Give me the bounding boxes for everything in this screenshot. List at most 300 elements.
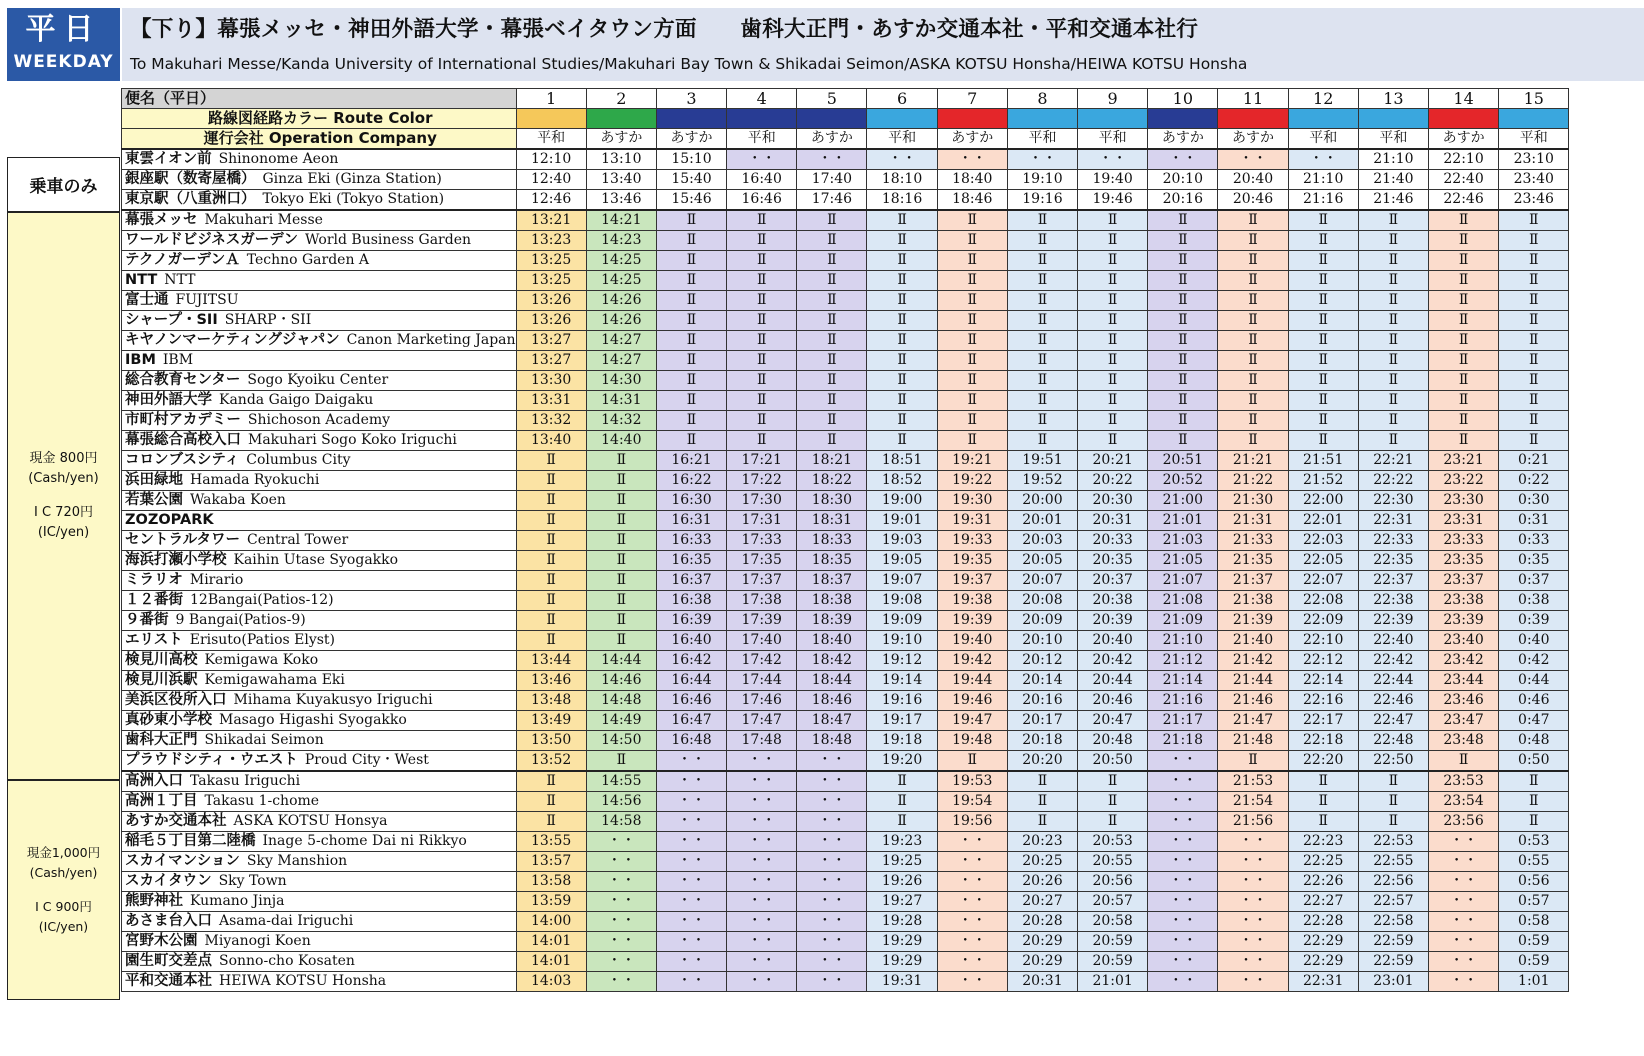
- departure-time: 22:09: [1288, 611, 1358, 631]
- departure-time: 23:56: [1428, 812, 1498, 832]
- operator-name: あすか: [1218, 129, 1288, 150]
- departure-time: 22:23: [1288, 832, 1358, 852]
- departure-time: 20:28: [1007, 912, 1077, 932]
- stop-name: [122, 972, 517, 992]
- stop-row: [122, 331, 1569, 351]
- departure-time: Ⅱ: [797, 391, 867, 411]
- departure-time: 16:44: [656, 671, 726, 691]
- departure-time: Ⅱ: [937, 271, 1007, 291]
- departure-time: ・・: [656, 832, 726, 852]
- departure-time: Ⅱ: [1078, 331, 1148, 351]
- fare-section-1000: [7, 780, 120, 1000]
- departure-time: ・・: [586, 952, 656, 972]
- departure-time: 17:48: [727, 731, 797, 751]
- departure-time: 0:35: [1499, 551, 1569, 571]
- departure-time: Ⅱ: [1148, 331, 1218, 351]
- departure-time: Ⅱ: [516, 611, 586, 631]
- departure-time: ・・: [797, 972, 867, 992]
- departure-time: 22:55: [1358, 852, 1428, 872]
- departure-time: Ⅱ: [867, 411, 937, 431]
- fare-cash-unit: (Cash/yen): [29, 865, 98, 880]
- stop-name-en: HEIWA KOTSU Honsha: [219, 973, 387, 989]
- departure-time: 1:01: [1499, 972, 1569, 992]
- departure-time: Ⅱ: [1358, 431, 1428, 451]
- departure-time: Ⅱ: [656, 210, 726, 231]
- stop-name: [122, 431, 517, 451]
- departure-time: 19:40: [1078, 170, 1148, 190]
- stop-row: [122, 812, 1569, 832]
- departure-time: Ⅱ: [1078, 231, 1148, 251]
- departure-time: 19:29: [867, 932, 937, 952]
- departure-time: 21:00: [1148, 491, 1218, 511]
- departure-time: Ⅱ: [1148, 311, 1218, 331]
- departure-time: 16:30: [656, 491, 726, 511]
- departure-time: ・・: [1428, 972, 1498, 992]
- departure-time: Ⅱ: [937, 751, 1007, 772]
- stop-row: [122, 912, 1569, 932]
- departure-time: Ⅱ: [727, 331, 797, 351]
- departure-time: 20:58: [1078, 912, 1148, 932]
- departure-time: Ⅱ: [1288, 351, 1358, 371]
- stop-name-ja: 市町村アカデミー: [125, 412, 241, 428]
- header-row-operator: [122, 129, 1569, 150]
- departure-time: Ⅱ: [727, 411, 797, 431]
- service-number: 1: [516, 89, 586, 109]
- departure-time: ・・: [1148, 149, 1218, 170]
- departure-time: Ⅱ: [656, 251, 726, 271]
- departure-time: 21:01: [1078, 972, 1148, 992]
- departure-time: Ⅱ: [1078, 431, 1148, 451]
- departure-time: 19:27: [867, 892, 937, 912]
- departure-time: 18:40: [797, 631, 867, 651]
- departure-time: 20:55: [1078, 852, 1148, 872]
- departure-time: 13:40: [516, 431, 586, 451]
- stop-name-ja: シャープ・SII: [125, 312, 218, 328]
- departure-time: 18:16: [867, 190, 937, 211]
- departure-time: Ⅱ: [937, 331, 1007, 351]
- fare-ic: I C 900円: [35, 899, 92, 914]
- departure-time: 21:35: [1218, 551, 1288, 571]
- operator-name: 平和: [1007, 129, 1077, 150]
- departure-time: 13:23: [516, 231, 586, 251]
- departure-time: Ⅱ: [1358, 271, 1428, 291]
- departure-time: Ⅱ: [1078, 771, 1148, 792]
- departure-time: ・・: [727, 912, 797, 932]
- departure-time: 12:46: [516, 190, 586, 211]
- departure-time: ・・: [937, 972, 1007, 992]
- departure-time: 20:03: [1007, 531, 1077, 551]
- stop-row: [122, 591, 1569, 611]
- departure-time: 22:07: [1288, 571, 1358, 591]
- departure-time: Ⅱ: [797, 311, 867, 331]
- departure-time: ・・: [1148, 792, 1218, 812]
- stop-name-en: Erisuto(Patios Elyst): [189, 632, 336, 648]
- departure-time: 22:35: [1358, 551, 1428, 571]
- service-number: 8: [1007, 89, 1077, 109]
- departure-time: 17:40: [727, 631, 797, 651]
- departure-time: 19:20: [867, 751, 937, 772]
- departure-time: 17:47: [727, 711, 797, 731]
- departure-time: 19:21: [937, 451, 1007, 471]
- departure-time: 16:37: [656, 571, 726, 591]
- departure-time: 14:58: [586, 812, 656, 832]
- departure-time: 20:46: [1218, 190, 1288, 211]
- departure-time: 14:26: [586, 311, 656, 331]
- stop-row: [122, 170, 1569, 190]
- departure-time: Ⅱ: [516, 571, 586, 591]
- departure-time: Ⅱ: [586, 591, 656, 611]
- departure-time: 13:46: [586, 190, 656, 211]
- stop-name-en: 12Bangai(Patios-12): [190, 592, 334, 608]
- departure-time: 14:25: [586, 271, 656, 291]
- stop-name-en: Shichoson Academy: [247, 412, 391, 428]
- departure-time: Ⅱ: [1148, 351, 1218, 371]
- stop-name-en: ASKA KOTSU Honsya: [233, 813, 388, 829]
- header-service-label: 便名（平日）: [122, 89, 517, 109]
- departure-time: 13:27: [516, 331, 586, 351]
- departure-time: Ⅱ: [1218, 371, 1288, 391]
- departure-time: 16:39: [656, 611, 726, 631]
- departure-time: Ⅱ: [1499, 411, 1569, 431]
- operator-name: 平和: [1288, 129, 1358, 150]
- stop-name-ja: IBM: [125, 352, 156, 368]
- stop-name-ja: 検見川浜駅: [125, 672, 198, 688]
- departure-time: 13:57: [516, 852, 586, 872]
- departure-time: Ⅱ: [867, 291, 937, 311]
- departure-time: ・・: [797, 149, 867, 170]
- departure-time: 15:10: [656, 149, 726, 170]
- departure-time: 20:08: [1007, 591, 1077, 611]
- departure-time: 16:48: [656, 731, 726, 751]
- departure-time: Ⅱ: [1007, 331, 1077, 351]
- departure-time: 20:16: [1007, 691, 1077, 711]
- departure-time: 21:40: [1218, 631, 1288, 651]
- departure-time: 19:16: [867, 691, 937, 711]
- route-color-swatch: [1288, 109, 1358, 129]
- departure-time: Ⅱ: [1499, 391, 1569, 411]
- departure-time: Ⅱ: [516, 591, 586, 611]
- departure-time: 12:10: [516, 149, 586, 170]
- route-color-swatch: [656, 109, 726, 129]
- departure-time: 22:50: [1358, 751, 1428, 772]
- departure-time: Ⅱ: [867, 351, 937, 371]
- departure-time: Ⅱ: [797, 291, 867, 311]
- departure-time: 0:56: [1499, 872, 1569, 892]
- departure-time: Ⅱ: [586, 511, 656, 531]
- stop-row: [122, 149, 1569, 170]
- departure-time: 20:40: [1078, 631, 1148, 651]
- departure-time: Ⅱ: [937, 291, 1007, 311]
- departure-time: ・・: [656, 792, 726, 812]
- stop-name-en: Takasu 1-chome: [204, 793, 320, 809]
- departure-time: Ⅱ: [1288, 231, 1358, 251]
- departure-time: Ⅱ: [1358, 311, 1428, 331]
- service-number: 12: [1288, 89, 1358, 109]
- departure-time: 21:40: [1358, 170, 1428, 190]
- departure-time: 22:58: [1358, 912, 1428, 932]
- stop-row: [122, 551, 1569, 571]
- departure-time: 19:10: [867, 631, 937, 651]
- header-row-service: [122, 89, 1569, 109]
- departure-time: Ⅱ: [1007, 792, 1077, 812]
- badge-en: WEEKDAY: [13, 52, 114, 72]
- stop-name: [122, 832, 517, 852]
- header-route-color-label: 路線図経路カラー Route Color: [122, 109, 517, 129]
- departure-time: 21:10: [1288, 170, 1358, 190]
- departure-time: 21:53: [1218, 771, 1288, 792]
- departure-time: Ⅱ: [1358, 331, 1428, 351]
- departure-time: Ⅱ: [1358, 391, 1428, 411]
- departure-time: 19:44: [937, 671, 1007, 691]
- departure-time: 22:26: [1288, 872, 1358, 892]
- departure-time: 19:28: [867, 912, 937, 932]
- departure-time: 16:22: [656, 471, 726, 491]
- departure-time: Ⅱ: [1499, 231, 1569, 251]
- departure-time: 16:38: [656, 591, 726, 611]
- departure-time: 13:40: [586, 170, 656, 190]
- departure-time: Ⅱ: [1499, 351, 1569, 371]
- departure-time: 19:12: [867, 651, 937, 671]
- departure-time: Ⅱ: [1078, 411, 1148, 431]
- departure-time: Ⅱ: [867, 271, 937, 291]
- departure-time: 19:47: [937, 711, 1007, 731]
- departure-time: Ⅱ: [1428, 391, 1498, 411]
- departure-time: 21:39: [1218, 611, 1288, 631]
- route-color-swatch: [1218, 109, 1288, 129]
- departure-time: 0:33: [1499, 531, 1569, 551]
- departure-time: 18:33: [797, 531, 867, 551]
- stop-name: [122, 210, 517, 231]
- departure-time: 23:01: [1358, 972, 1428, 992]
- departure-time: Ⅱ: [867, 431, 937, 451]
- stop-name: [122, 812, 517, 832]
- departure-time: ・・: [937, 932, 1007, 952]
- departure-time: 14:26: [586, 291, 656, 311]
- stop-name: [122, 792, 517, 812]
- departure-time: Ⅱ: [1499, 210, 1569, 231]
- departure-time: ・・: [1428, 872, 1498, 892]
- departure-time: 22:27: [1288, 892, 1358, 912]
- stop-name-en: Inage 5-chome Dai ni Rikkyo: [262, 833, 467, 849]
- departure-time: Ⅱ: [1078, 812, 1148, 832]
- departure-time: Ⅱ: [1499, 371, 1569, 391]
- departure-time: Ⅱ: [1148, 210, 1218, 231]
- departure-time: Ⅱ: [1218, 751, 1288, 772]
- departure-time: 18:10: [867, 170, 937, 190]
- departure-time: Ⅱ: [1499, 311, 1569, 331]
- stop-name: [122, 651, 517, 671]
- departure-time: 21:08: [1148, 591, 1218, 611]
- departure-time: 22:10: [1288, 631, 1358, 651]
- departure-time: 19:46: [937, 691, 1007, 711]
- departure-time: Ⅱ: [1007, 271, 1077, 291]
- departure-time: Ⅱ: [656, 331, 726, 351]
- departure-time: Ⅱ: [656, 351, 726, 371]
- departure-time: Ⅱ: [1218, 311, 1288, 331]
- departure-time: Ⅱ: [516, 551, 586, 571]
- departure-time: ・・: [797, 952, 867, 972]
- departure-time: ・・: [1288, 149, 1358, 170]
- departure-time: 23:21: [1428, 451, 1498, 471]
- departure-time: Ⅱ: [1499, 331, 1569, 351]
- departure-time: 22:12: [1288, 651, 1358, 671]
- stop-name-ja: 神田外語大学: [125, 392, 212, 408]
- departure-time: Ⅱ: [1358, 210, 1428, 231]
- departure-time: 23:40: [1499, 170, 1569, 190]
- header-operator-label: 運行会社 Operation Company: [122, 129, 517, 150]
- departure-time: 22:37: [1358, 571, 1428, 591]
- departure-time: ・・: [727, 812, 797, 832]
- departure-time: Ⅱ: [516, 812, 586, 832]
- departure-time: Ⅱ: [1288, 431, 1358, 451]
- stop-name-ja: プラウドシティ・ウエスト: [125, 752, 298, 768]
- departure-time: 21:10: [1358, 149, 1428, 170]
- departure-time: 22:17: [1288, 711, 1358, 731]
- departure-time: Ⅱ: [1007, 371, 1077, 391]
- departure-time: 16:40: [656, 631, 726, 651]
- stop-name-en: Asama-dai Iriguchi: [219, 913, 354, 929]
- departure-time: 21:54: [1218, 792, 1288, 812]
- stop-name-en: Wakaba Koen: [190, 492, 286, 508]
- departure-time: 20:53: [1078, 832, 1148, 852]
- stop-name-ja: １２番街: [125, 592, 183, 608]
- stop-name-en: Shikadai Seimon: [204, 732, 324, 748]
- departure-time: 18:42: [797, 651, 867, 671]
- stop-name-ja: 熊野神社: [125, 893, 183, 909]
- departure-time: Ⅱ: [1499, 771, 1569, 792]
- departure-time: 22:20: [1288, 751, 1358, 772]
- departure-time: Ⅱ: [1078, 291, 1148, 311]
- stop-row: [122, 391, 1569, 411]
- stop-name-ja: 美浜区役所入口: [125, 692, 227, 708]
- fare-cash-unit: (Cash/yen): [28, 471, 99, 486]
- departure-time: 14:25: [586, 251, 656, 271]
- departure-time: 21:14: [1148, 671, 1218, 691]
- departure-time: ・・: [797, 751, 867, 772]
- departure-time: 19:46: [1078, 190, 1148, 211]
- departure-time: Ⅱ: [516, 451, 586, 471]
- weekday-badge: [7, 8, 120, 81]
- stop-row: [122, 611, 1569, 631]
- stop-name-en: Kemigawahama Eki: [204, 672, 345, 688]
- departure-time: Ⅱ: [937, 431, 1007, 451]
- departure-time: 20:17: [1007, 711, 1077, 731]
- departure-time: ・・: [1218, 932, 1288, 952]
- departure-time: Ⅱ: [937, 231, 1007, 251]
- departure-time: Ⅱ: [867, 331, 937, 351]
- stop-row: [122, 832, 1569, 852]
- departure-time: ・・: [1148, 852, 1218, 872]
- departure-time: ・・: [586, 932, 656, 952]
- departure-time: Ⅱ: [1218, 351, 1288, 371]
- departure-time: Ⅱ: [867, 391, 937, 411]
- departure-time: 14:30: [586, 371, 656, 391]
- departure-time: Ⅱ: [586, 551, 656, 571]
- departure-time: ・・: [797, 872, 867, 892]
- departure-time: Ⅱ: [516, 631, 586, 651]
- stop-name-ja: 東京駅（八重洲口）: [125, 191, 256, 207]
- departure-time: 20:22: [1078, 471, 1148, 491]
- stop-name: [122, 170, 517, 190]
- departure-time: 18:51: [867, 451, 937, 471]
- departure-time: Ⅱ: [1428, 251, 1498, 271]
- departure-time: 20:12: [1007, 651, 1077, 671]
- departure-time: Ⅱ: [1288, 371, 1358, 391]
- stop-row: [122, 491, 1569, 511]
- departure-time: Ⅱ: [1218, 331, 1288, 351]
- departure-time: 13:25: [516, 271, 586, 291]
- departure-time: 20:33: [1078, 531, 1148, 551]
- departure-time: 21:51: [1288, 451, 1358, 471]
- departure-time: 19:29: [867, 952, 937, 972]
- route-color-swatch: [1428, 109, 1498, 129]
- service-number: 13: [1358, 89, 1428, 109]
- departure-time: Ⅱ: [656, 411, 726, 431]
- departure-time: 20:59: [1078, 932, 1148, 952]
- departure-time: Ⅱ: [1358, 351, 1428, 371]
- departure-time: Ⅱ: [1288, 271, 1358, 291]
- departure-time: 21:16: [1148, 691, 1218, 711]
- departure-time: 22:28: [1288, 912, 1358, 932]
- departure-time: 13:48: [516, 691, 586, 711]
- departure-time: 17:30: [727, 491, 797, 511]
- stop-name-en: FUJITSU: [175, 292, 239, 308]
- departure-time: Ⅱ: [1148, 231, 1218, 251]
- departure-time: Ⅱ: [656, 231, 726, 251]
- departure-time: 0:58: [1499, 912, 1569, 932]
- departure-time: 13:44: [516, 651, 586, 671]
- departure-time: ・・: [797, 792, 867, 812]
- departure-time: Ⅱ: [1218, 431, 1288, 451]
- departure-time: ・・: [1428, 852, 1498, 872]
- stop-name-en: Mihama Kuyakusyo Iriguchi: [233, 692, 433, 708]
- service-number: 14: [1428, 89, 1498, 109]
- departure-time: 20:56: [1078, 872, 1148, 892]
- departure-time: 14:40: [586, 431, 656, 451]
- departure-time: 22:16: [1288, 691, 1358, 711]
- departure-time: 20:44: [1078, 671, 1148, 691]
- departure-time: Ⅱ: [727, 371, 797, 391]
- departure-time: 23:38: [1428, 591, 1498, 611]
- departure-time: Ⅱ: [1007, 391, 1077, 411]
- departure-time: 21:47: [1218, 711, 1288, 731]
- service-number: 3: [656, 89, 726, 109]
- departure-time: 20:46: [1078, 691, 1148, 711]
- departure-time: 20:07: [1007, 571, 1077, 591]
- stop-name-ja: 稲毛５丁目第二陸橋: [125, 833, 256, 849]
- departure-time: 19:56: [937, 812, 1007, 832]
- departure-time: ・・: [727, 952, 797, 972]
- departure-time: Ⅱ: [727, 210, 797, 231]
- stop-name: [122, 952, 517, 972]
- stop-name-en: Sogo Kyoiku Center: [247, 372, 389, 388]
- departure-time: 0:57: [1499, 892, 1569, 912]
- departure-time: 13:30: [516, 371, 586, 391]
- departure-time: 0:37: [1499, 571, 1569, 591]
- departure-time: ・・: [1148, 872, 1218, 892]
- stop-name: [122, 391, 517, 411]
- departure-time: Ⅱ: [867, 251, 937, 271]
- departure-time: 14:31: [586, 391, 656, 411]
- departure-time: 18:40: [937, 170, 1007, 190]
- stop-name-en: Sky Town: [218, 873, 287, 889]
- departure-time: Ⅱ: [1218, 210, 1288, 231]
- departure-time: 19:18: [867, 731, 937, 751]
- departure-time: Ⅱ: [1218, 271, 1288, 291]
- stop-row: [122, 511, 1569, 531]
- departure-time: Ⅱ: [1148, 291, 1218, 311]
- departure-time: 18:22: [797, 471, 867, 491]
